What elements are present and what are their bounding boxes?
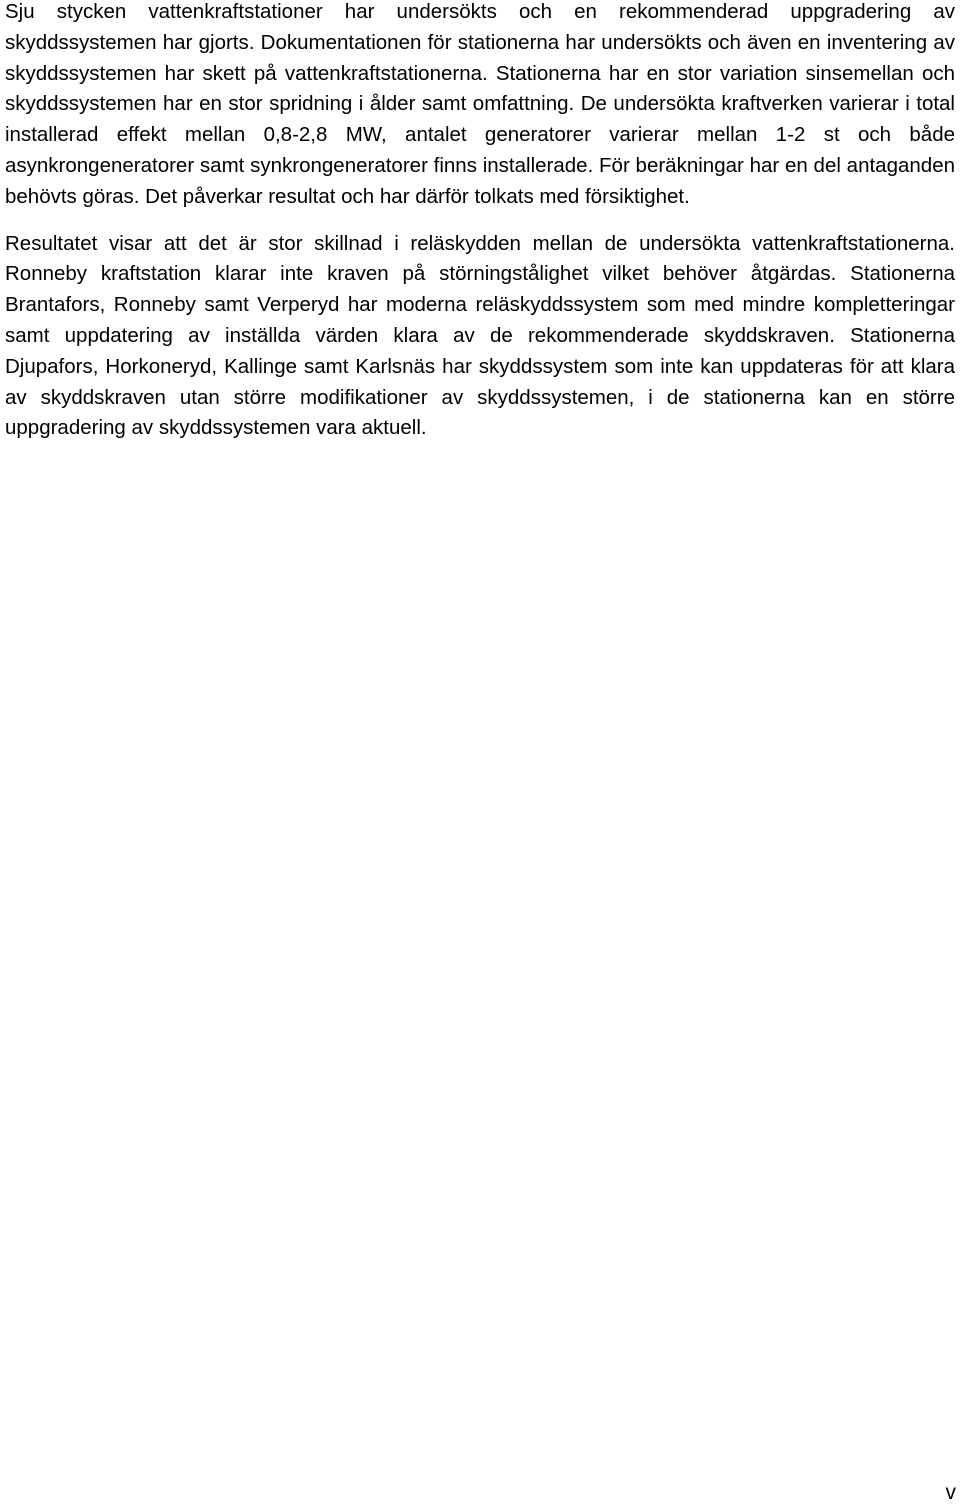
document-page	[5, 0, 955, 1505]
page-number: v	[945, 1481, 956, 1504]
summary-paragraph-2: Resultatet visar att det är stor skillnad i reläskydden mellan de undersökta vattenkraftstationerna. Ronneby kraftstation klarar inte kraven på störningstålighet vilket behöver åtgärdas. Stationerna Brantafors, Ronneby samt Verperyd har moderna reläskyddssystem som med mindre kompletteringar samt uppdatering av inställda värden klara av de rekommenderade skyddskraven. Stationerna Djupafors, Horkoneryd, Kallinge samt Karlsnäs har skyddssystem som inte kan uppdateras för att klara av skyddskraven utan större modifikationer av skyddssystemen, i de stationerna kan en större uppgradering av skyddssystemen vara aktuell.	[5, 231, 955, 440]
summary-paragraph-1: Sju stycken vattenkraftstationer har undersökts och en rekommenderad uppgradering av skyddssystemen har gjorts. Dokumentationen för stationerna har undersökts och även en inventering av skyddssystemen har skett på vattenkraftstationerna. Stationerna har en stor variation sinsemellan och skyddssystemen har en stor spridning i ålder samt omfattning. De undersökta kraftverken varierar i total installerad effekt mellan 0,8-2,8 MW, antalet generatorer varierar mellan 1-2 st och både asynkrongeneratorer samt synkrongeneratorer finns installerade. För beräkningar har en del antaganden behövts göras. Det påverkar resultat och har därför tolkats med försiktighet.	[5, 0, 955, 208]
